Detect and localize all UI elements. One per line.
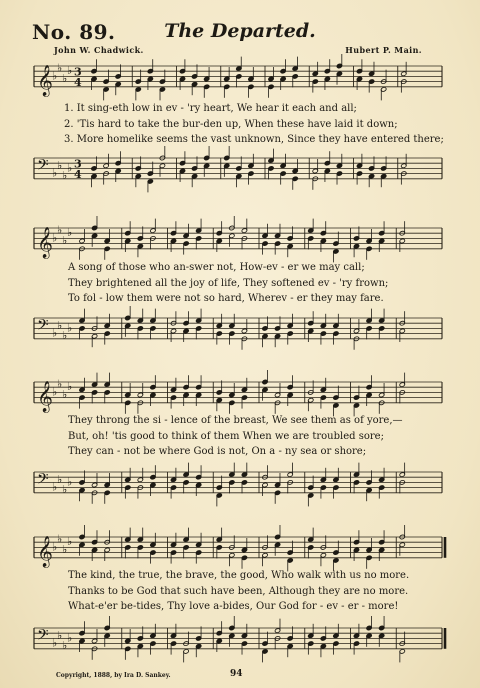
treble-clef-icon: 𝄞 xyxy=(37,535,53,567)
flat-sign-icon: ♭ xyxy=(52,326,58,340)
bass-staff-1 xyxy=(0,152,480,192)
flat-sign-icon: ♭ xyxy=(62,329,68,343)
flat-sign-icon: ♭ xyxy=(57,61,63,75)
flat-sign-icon: ♭ xyxy=(57,377,63,391)
treble-clef-icon: 𝄞 xyxy=(37,226,53,258)
flat-sign-icon: ♭ xyxy=(57,318,63,332)
flat-sign-icon: ♭ xyxy=(62,169,68,183)
hymn-number: No. 89. xyxy=(32,20,116,44)
flat-sign-icon: ♭ xyxy=(57,532,63,546)
time-signature-bottom: 4 xyxy=(74,75,82,89)
treble-staff-1 xyxy=(0,60,480,100)
flat-sign-icon: ♭ xyxy=(67,226,73,240)
lyric-line: They brightened all the joy of life, They softened ev - 'ry frown; xyxy=(68,277,389,289)
flat-sign-icon: ♭ xyxy=(67,631,73,645)
flat-sign-icon: ♭ xyxy=(52,385,58,399)
bass-clef-icon: 𝄢 xyxy=(37,626,49,648)
lyric-line: 2. 'Tis hard to take the bur-den up, When these have laid it down; xyxy=(64,118,398,130)
flat-sign-icon: ♭ xyxy=(57,628,63,642)
flat-sign-icon: ♭ xyxy=(62,483,68,497)
flat-sign-icon: ♭ xyxy=(62,72,68,85)
flat-sign-icon: ♭ xyxy=(57,472,63,486)
flat-sign-icon: ♭ xyxy=(62,639,68,653)
composer-credit: Hubert P. Main. xyxy=(345,45,422,55)
flat-sign-icon: ♭ xyxy=(67,380,73,394)
hymn-title: The Departed. xyxy=(164,20,316,42)
copyright-notice: Copyright, 1888, by Ira D. Sankey. xyxy=(56,672,171,679)
flat-sign-icon: ♭ xyxy=(62,388,68,401)
time-signature-top: 3 xyxy=(74,157,82,171)
flat-sign-icon: ♭ xyxy=(62,234,68,247)
author-credit: John W. Chadwick. xyxy=(54,45,144,55)
bass-staff-2 xyxy=(0,312,480,352)
flat-sign-icon: ♭ xyxy=(52,69,58,83)
flat-sign-icon: ♭ xyxy=(67,535,73,549)
lyric-line: They can - not be where God is not, On a - ny sea or shore; xyxy=(68,446,367,457)
flat-sign-icon: ♭ xyxy=(52,636,58,650)
bass-clef-icon: 𝄢 xyxy=(37,470,49,492)
treble-staff-4 xyxy=(0,531,480,571)
lyrics-system-4 xyxy=(68,568,448,615)
treble-clef-icon: 𝄞 xyxy=(37,64,53,96)
lyric-line: But, oh! 'tis good to think of them When we are troubled sore; xyxy=(68,430,384,442)
time-signature-bottom: 4 xyxy=(74,167,82,181)
flat-sign-icon: ♭ xyxy=(67,161,73,175)
flat-sign-icon: ♭ xyxy=(67,64,73,78)
bass-staff-3 xyxy=(0,466,480,506)
lyric-line: A song of those who an-swer not, How-ev - er we may call; xyxy=(68,262,365,273)
time-signature-top: 3 xyxy=(74,65,82,79)
bass-clef-icon: 𝄢 xyxy=(37,156,49,178)
treble-clef-icon: 𝄞 xyxy=(37,380,53,412)
treble-staff-3 xyxy=(0,376,480,416)
flat-sign-icon: ♭ xyxy=(52,231,58,245)
lyric-line: What-e'er be-tides, Thy love a-bides, Our God for - ev - er - more! xyxy=(68,601,399,612)
lyrics-system-3 xyxy=(68,413,448,460)
flat-sign-icon: ♭ xyxy=(67,321,73,335)
flat-sign-icon: ♭ xyxy=(57,158,63,172)
lyric-line: To fol - low them were not so hard, Wherev - er they may fare. xyxy=(68,293,384,304)
lyrics-system-2 xyxy=(68,260,448,307)
flat-sign-icon: ♭ xyxy=(67,475,73,489)
lyric-line: 1. It sing-eth low in ev - 'ry heart, We hear it each and all; xyxy=(64,103,357,114)
flat-sign-icon: ♭ xyxy=(52,480,58,494)
page-number: 94 xyxy=(230,669,243,679)
lyric-line: 3. More homelike seems the vast unknown, Since they have entered there; xyxy=(64,134,444,145)
treble-staff-2 xyxy=(0,222,480,262)
lyrics-system-1 xyxy=(64,101,444,148)
lyric-line: Thanks to be God that such have been, Although they are no more. xyxy=(68,585,409,597)
flat-sign-icon: ♭ xyxy=(52,166,58,180)
flat-sign-icon: ♭ xyxy=(57,223,63,237)
bass-staff-4 xyxy=(0,622,480,662)
lyric-line: The kind, the true, the brave, the good, Who walk with us no more. xyxy=(68,570,410,581)
flat-sign-icon: ♭ xyxy=(52,540,58,554)
bass-clef-icon: 𝄢 xyxy=(37,316,49,338)
lyric-line: They throng the si - lence of the breast, We see them as of yore,— xyxy=(68,415,403,426)
flat-sign-icon: ♭ xyxy=(62,543,68,556)
